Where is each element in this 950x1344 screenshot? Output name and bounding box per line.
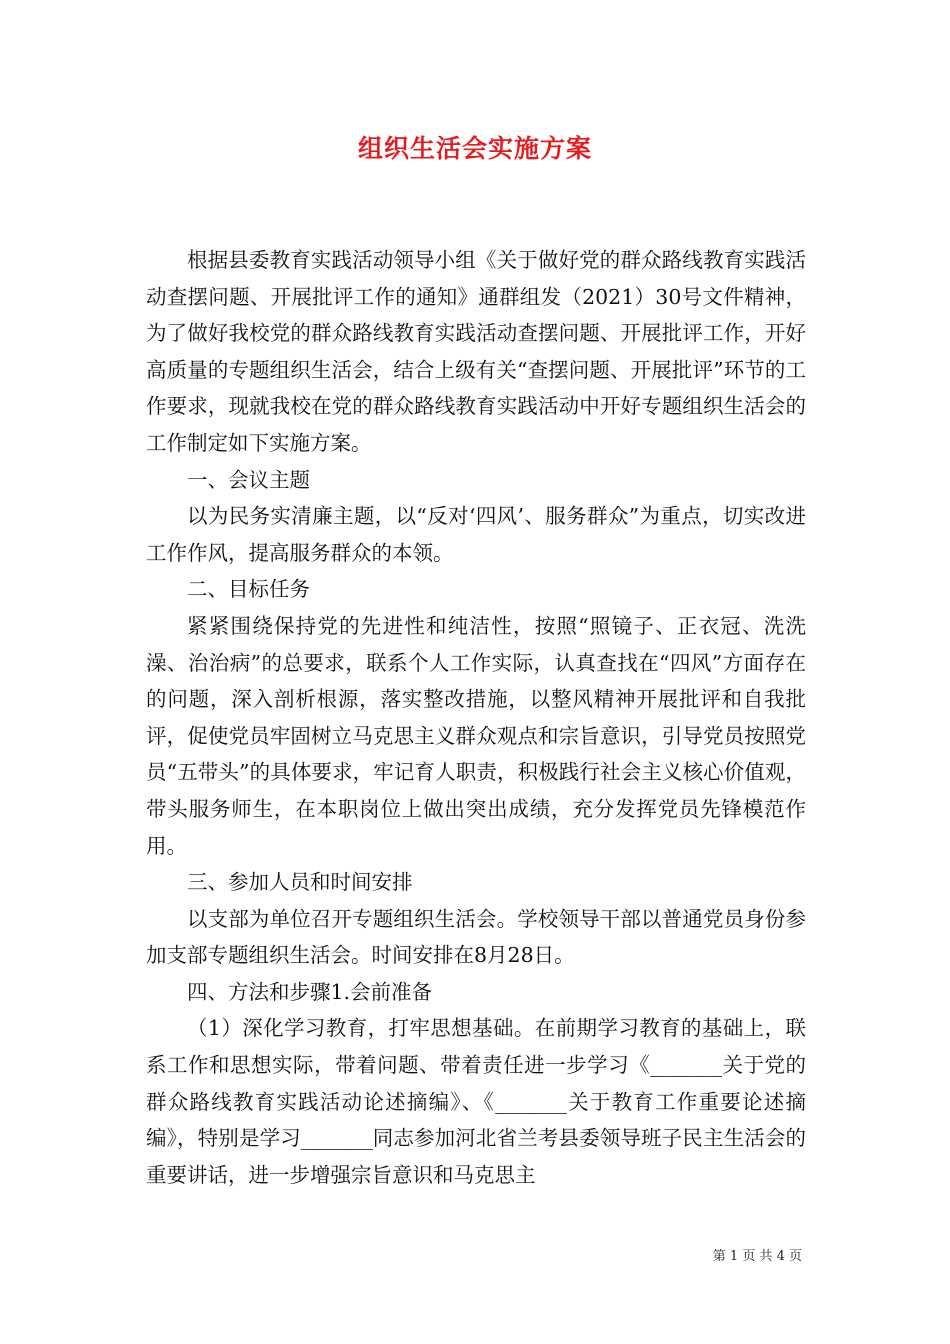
document-title: 组织生活会实施方案	[357, 134, 592, 163]
section-heading-2: 二、目标任务	[187, 577, 310, 602]
paragraph-goals: 紧紧围绕保持党的先进性和纯洁性，按照“照镜子、正衣冠、洗洗澡、治治病”的总要求，联系个人工作实际，认真查找在“四风”方面存在的问题，深入剖析根源，落实整改措施，以整风精神开展批评和自我批评，促使党员牢固树立马克思主义群众观点和宗旨意识，引导党员按照党员“五带头”的具体要求，牢记育人职责，积极践行社会主义核心价值观，带头服务师生，在本职岗位上做出突出成绩，充分发挥党员先锋模范作用。	[146, 613, 806, 858]
paragraph-theme: 以为民务实清廉主题，以“反对‘四风’、服务群众”为重点，切实改进工作作风，提高服务群众的本领。	[146, 504, 806, 565]
paragraph-intro: 根据县委教育实践活动领导小组《关于做好党的群众路线教育实践活动查摆问题、开展批评工作的通知》通群组发（2021）30号文件精神，为了做好我校党的群众路线教育实践活动查摆问题、开展批评工作，开好高质量的专题组织生活会，结合上级有关“查摆问题、开展批评”环节的工作要求，现就我校在党的群众路线教育实践活动中开好专题组织生活会的工作制定如下实施方案。	[146, 248, 806, 455]
section-heading-4: 四、方法和步骤1.会前准备	[187, 979, 433, 1004]
section-heading-1: 一、会议主题	[187, 467, 310, 492]
document-body	[146, 242, 806, 1193]
section-heading-3: 三、参加人员和时间安排	[187, 870, 413, 895]
paragraph-participants: 以支部为单位召开专题组织生活会。学校领导干部以普通党员身份参加支部专题组织生活会。时间安排在8月28日。	[146, 906, 806, 968]
page-number: 第 1 页 共 4 页	[712, 1249, 802, 1264]
paragraph-preparation: （1）深化学习教育，打牢思想基础。在前期学习教育的基础上，联系工作和思想实际，带着问题、带着责任进一步学习《_______关于党的群众路线教育实践活动论述摘编》、《_______关于教育工作重要论述摘编》，特别是学习_______同志参加河北省兰考县委领导班子民主生活会的重要讲话，进一步增强宗旨意识和马克思主	[146, 1016, 806, 1187]
